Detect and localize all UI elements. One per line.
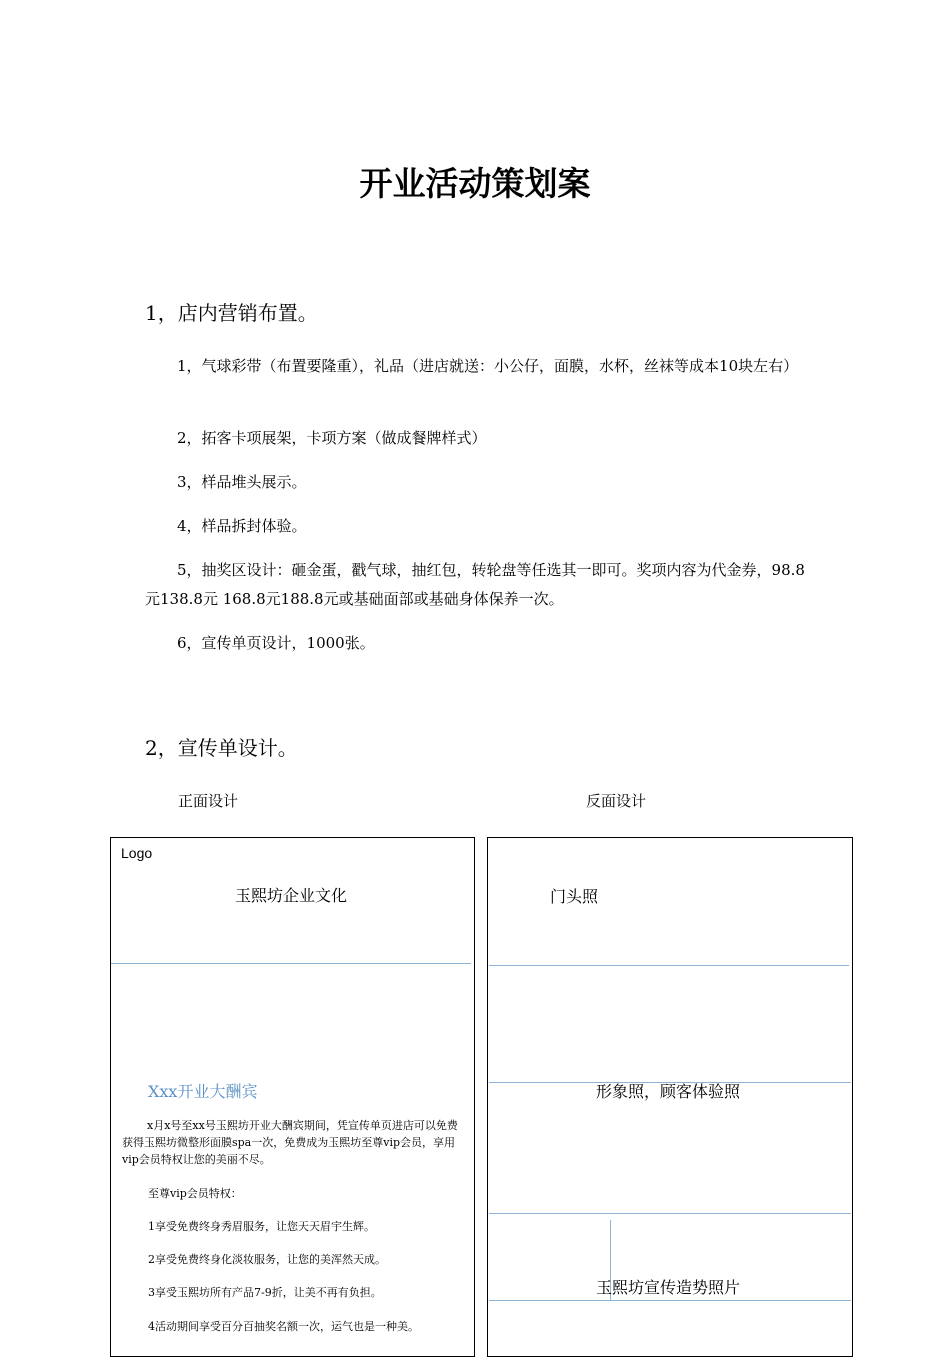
door-photo-text: 门头照 (550, 887, 599, 906)
list-item: 4，样品拆封体验。 (177, 517, 307, 535)
list-item: 4活动期间享受百分百抽奖名额一次，运气也是一种美。 (148, 1320, 419, 1333)
list-item: 3享受玉熙坊所有产品7-9折，让美不再有负担。 (148, 1286, 382, 1299)
list-item: 3，样品堆头展示。 (177, 473, 307, 491)
page-title: 开业活动策划案 (359, 164, 591, 203)
vip-heading: 至尊vip会员特权： (148, 1187, 242, 1200)
divider (489, 1213, 851, 1214)
event-intro: x月x号至xx号玉熙坊开业大酬宾期间，凭宣传单页进店可以免费获得玉熙坊微整形面膜spa一次，免费成为玉熙坊至尊vip会员，享用vip会员特权让您的美丽不尽。 (122, 1119, 458, 1166)
list-item: 6，宣传单页设计，1000张。 (177, 634, 375, 652)
culture-text: 玉熙坊企业文化 (235, 886, 348, 905)
divider (111, 963, 471, 964)
list-item: 1，气球彩带（布置要隆重），礼品（进店就送：小公仔，面膜，水杯，丝袜等成本10块左右） (177, 357, 799, 375)
image-photo-text: 形象照，顾客体验照 (596, 1082, 741, 1101)
list-item: 1享受免费终身秀眉服务，让您天天眉宇生辉。 (148, 1220, 375, 1233)
list-item: 5，抽奖区设计：砸金蛋，戳气球，抽红包，转轮盘等任选其一即可。奖项内容为代金券，98.8元138.8元 168.8元188.8元或基础面部或基础身体保养一次。 (145, 561, 805, 608)
back-design-label: 反面设计 (586, 792, 647, 810)
list-item: 2，拓客卡项展架，卡项方案（做成餐牌样式） (177, 429, 487, 447)
divider (489, 1300, 851, 1301)
list-item: 2享受免费终身化淡妆服务，让您的美浑然天成。 (148, 1253, 386, 1266)
promo-photo-text: 玉熙坊宣传造势照片 (596, 1278, 741, 1297)
section-1-heading: 1，店内营销布置。 (145, 301, 318, 325)
event-title: Xxx开业大酬宾 (148, 1082, 258, 1101)
logo-placeholder: Logo (121, 845, 153, 861)
front-design-label: 正面设计 (178, 792, 239, 810)
divider (489, 965, 849, 966)
section-2-heading: 2，宣传单设计。 (145, 736, 298, 760)
